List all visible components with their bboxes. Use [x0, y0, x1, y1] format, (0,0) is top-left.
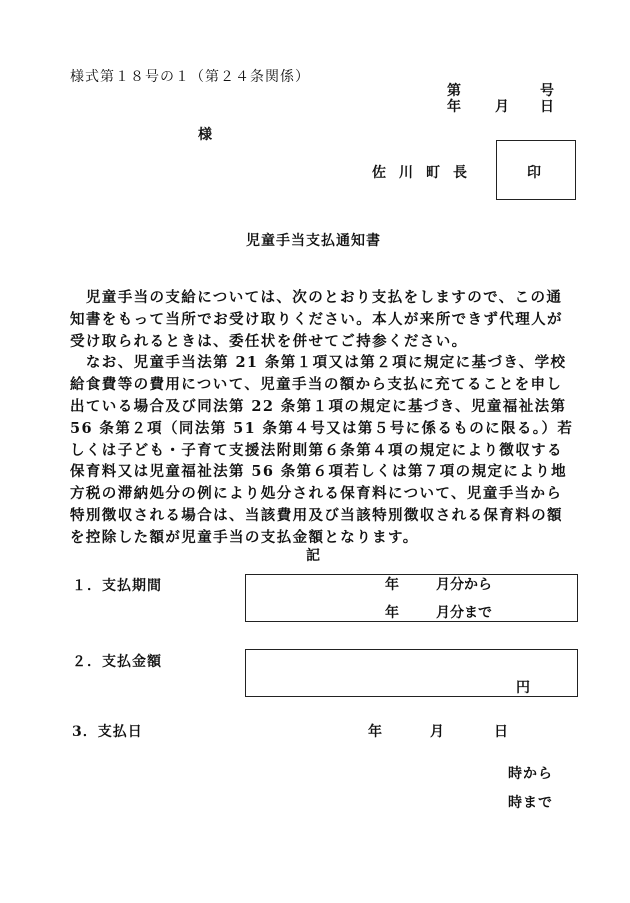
- addressee-suffix: 様: [198, 127, 212, 143]
- issue-date-day: 日: [540, 99, 554, 115]
- payment-date-year: 年: [368, 724, 382, 740]
- payment-date-day: 日: [494, 724, 508, 740]
- body-line: 出ている場合及び同法第 22 条第１項の規定に基づき、児童福祉法第: [70, 397, 567, 415]
- doc-number-go: 号: [540, 83, 554, 99]
- form-number: 様式第１８号の１（第２４条関係）: [70, 69, 310, 85]
- payment-date-month: 月: [430, 724, 444, 740]
- doc-number-dai: 第: [447, 83, 461, 99]
- payment-period-box: [245, 574, 578, 622]
- period-start-year: 年: [385, 577, 399, 593]
- payment-time-from: 時から: [508, 766, 553, 782]
- body-line: 児童手当の支給については、次のとおり支払をしますので、この通: [70, 289, 563, 306]
- seal-label: 印: [527, 165, 541, 181]
- body-line: なお、児童手当法第 21 条第１項又は第２項に規定に基づき、学校: [70, 354, 567, 372]
- body-line: 保育料又は児童福祉法第 56 条第６項若しくは第７項の規定により地: [70, 463, 567, 481]
- body-line: しくは子ども・子育て支援法附則第６条第４項の規定により徴収する: [70, 441, 563, 459]
- issue-date-year: 年: [447, 99, 461, 115]
- payment-period-label: １．支払期間: [72, 578, 162, 594]
- payment-time-to: 時まで: [508, 795, 553, 811]
- period-start-month: 月分から: [436, 577, 492, 593]
- body-line: 特別徴収される場合は、当該費用及び当該特別徴収される保育料の額: [70, 506, 563, 524]
- body-line: 給食費等の費用について、児童手当の額から支払に充てることを申し: [70, 376, 563, 394]
- period-end-month: 月分まで: [436, 605, 492, 621]
- notice-body: [70, 287, 574, 549]
- body-line: を控除した額が児童手当の支払金額となります。: [70, 528, 419, 546]
- body-line: 56 条第２項（同法第 51 条第４号又は第５号に係るものに限る。）若: [70, 419, 574, 437]
- ki-heading: 記: [306, 548, 320, 564]
- payment-amount-label: ２．支払金額: [72, 654, 162, 670]
- document-title: 児童手当支払通知書: [246, 233, 381, 249]
- issue-date-month: 月: [495, 99, 509, 115]
- payment-date-label: 3．支払日: [72, 724, 143, 740]
- body-line: 知書をもって当所でお受け取りください。本人が来所できず代理人が: [70, 310, 563, 328]
- body-line: 方税の滞納処分の例により処分される保育料について、児童手当から: [70, 485, 563, 503]
- period-end-year: 年: [385, 605, 399, 621]
- body-line: 受け取られるときは、委任状を併せてご持参ください。: [70, 332, 468, 350]
- issuer-name: 佐川町長: [372, 165, 480, 181]
- amount-unit: 円: [516, 680, 530, 696]
